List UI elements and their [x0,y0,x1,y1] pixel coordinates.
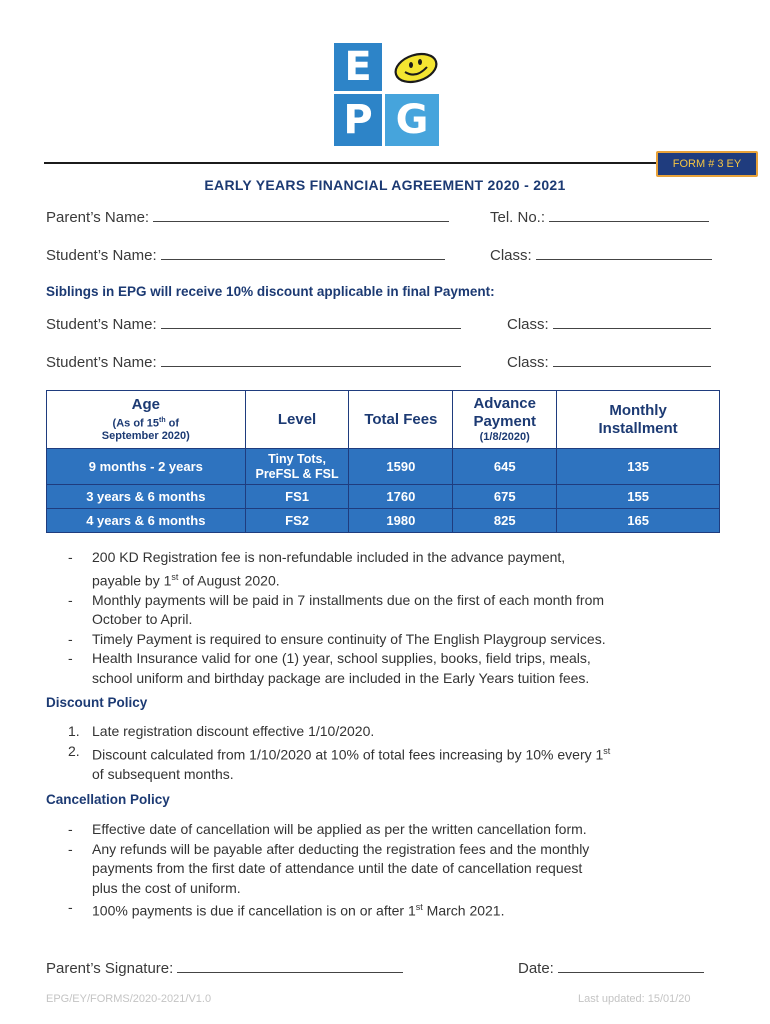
sibling-class-field-2[interactable] [507,353,711,371]
header-installment-label: Installment [598,419,678,437]
sibling-student-name-field-1[interactable] [46,315,461,333]
row-age: 9 months - 2 years [47,449,246,485]
header-age-label: Age [131,395,160,413]
parent-signature-line[interactable] [177,959,403,973]
epg-logo [334,43,444,146]
footer-form-code: EPG/EY/FORMS/2020-2021/V1.0 [46,993,212,1005]
sibling-class-label-2: Class: [507,354,549,371]
page-title: EARLY YEARS FINANCIAL AGREEMENT 2020 - 2021 [204,177,566,193]
class-line[interactable] [536,246,712,260]
class-label: Class: [490,247,532,264]
header-rule [44,162,658,164]
list-item: - Timely Payment is required to ensure continuity of The English Playgroup services. [68,630,606,647]
header-total-fees: Total Fees [349,391,453,449]
row-total-fees: 1980 [349,509,453,533]
header-age-note-line2: September 2020) [101,430,190,443]
discount-policy-heading: Discount Policy [46,695,148,710]
fee-notes-list [46,548,746,688]
header-age-note: (As of 15th of [112,416,180,430]
tel-no-line[interactable] [549,208,709,222]
cancellation-policy-heading: Cancellation Policy [46,792,170,807]
header-advance-label: Advance [473,395,536,412]
parent-name-label: Parent’s Name: [46,209,150,226]
sibling-class-line-2[interactable] [553,353,711,367]
row-level: FS1 [245,485,349,509]
sibling-class-label-1: Class: [507,316,549,333]
form-badge: FORM # 3 EY [656,151,758,177]
header-level: Level [245,391,349,449]
logo-tile-e: E [334,43,382,91]
sibling-student-name-field-2[interactable] [46,353,461,371]
tel-no-field[interactable] [490,208,709,226]
sibling-class-line-1[interactable] [553,315,711,329]
row-age: 4 years & 6 months [47,509,246,533]
parent-name-line[interactable] [153,208,449,222]
row-age: 3 years & 6 months [47,485,246,509]
fees-table-header [47,391,720,449]
sibling-student-name-line-1[interactable] [161,315,461,329]
list-item: - 100% payments is due if cancellation is on or after 1st March 2021. [68,899,505,919]
row-advance-payment: 645 [453,449,557,485]
header-advance-date: (1/8/2020) [479,431,530,443]
list-item: 1. Late registration discount effective 1/10/2020. [68,723,375,739]
row-monthly-installment: 135 [557,449,720,485]
row-advance-payment: 675 [453,485,557,509]
class-field[interactable] [490,246,712,264]
date-label: Date: [518,960,554,977]
sibling-class-field-1[interactable] [507,315,711,333]
discount-policy-list [46,722,746,784]
list-item: - Monthly payments will be paid in 7 installments due on the first of each month from October to April. [68,591,605,628]
parent-signature-field[interactable] [46,959,403,977]
row-monthly-installment: 155 [557,485,720,509]
header-payment-label: Payment [473,413,536,430]
cancellation-policy-list [46,820,746,921]
date-field[interactable] [518,959,704,977]
row-advance-payment: 825 [453,509,557,533]
row-total-fees: 1760 [349,485,453,509]
row-level: FS2 [245,509,349,533]
table-row [47,449,720,485]
row-level: Tiny Tots, PreFSL & FSL [245,449,349,485]
list-item: - Health Insurance valid for one (1) year, school supplies, books, field trips, meals, school uniform and birthday package are included in the Early Years tuition fees. [68,650,591,686]
list-item: - Any refunds will be payable after deducting the registration fees and the monthly payments from the first date of attendance until the date of cancellation request plus the cost of uniform. [68,840,590,896]
student-name-field[interactable] [46,246,445,264]
logo-tile-p: P [334,94,382,146]
siblings-note: Siblings in EPG will receive 10% discount applicable in final Payment: [46,284,495,299]
sibling-student-name-label-1: Student’s Name: [46,316,157,333]
fees-table [46,390,720,533]
row-monthly-installment: 165 [557,509,720,533]
header-advance-payment [453,391,557,449]
header-monthly-label: Monthly [609,401,667,419]
list-item: 2. Discount calculated from 1/10/2020 at 10% of total fees increasing by 10% every 1st of subsequent months. [68,742,611,782]
parent-signature-label: Parent’s Signature: [46,960,174,977]
sibling-student-name-label-2: Student’s Name: [46,354,157,371]
student-name-line[interactable] [161,246,445,260]
list-item: - 200 KD Registration fee is non-refundable included in the advance payment, payable by 1st of August 2020. [68,549,566,589]
tel-no-label: Tel. No.: [490,209,546,226]
student-name-label: Student’s Name: [46,247,157,264]
header-age [47,391,246,449]
parent-name-field[interactable] [46,208,449,226]
table-row [47,509,720,533]
list-item: - Effective date of cancellation will be applied as per the written cancellation form. [68,821,587,837]
sibling-student-name-line-2[interactable] [161,353,461,367]
footer-last-updated: Last updated: 15/01/20 [578,993,691,1005]
header-monthly-installment [557,391,720,449]
row-total-fees: 1590 [349,449,453,485]
date-line[interactable] [558,959,704,973]
table-row [47,485,720,509]
smiley-icon [392,51,442,85]
logo-tile-g: G [385,94,439,146]
